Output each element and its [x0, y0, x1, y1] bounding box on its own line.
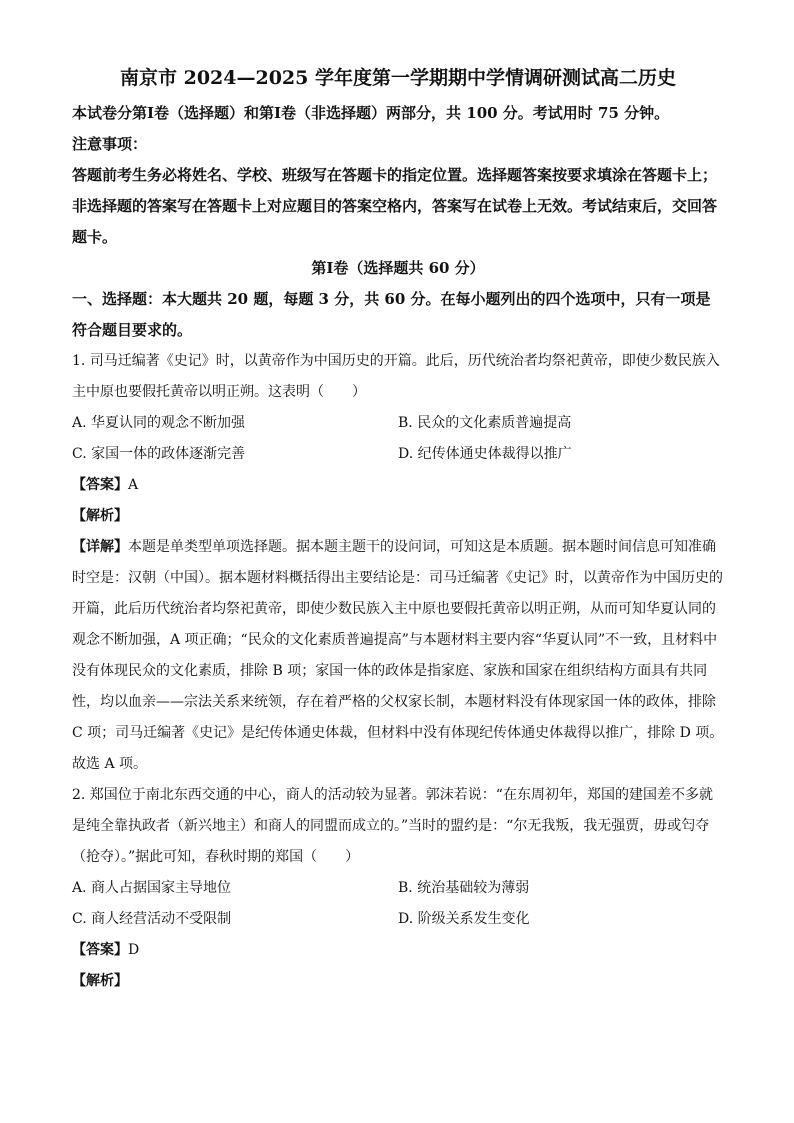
- answer-line: [72, 935, 724, 966]
- answer-line: [72, 470, 724, 501]
- analysis-label: 【解析】: [72, 973, 128, 989]
- notice-heading: 注意事项：: [72, 135, 148, 153]
- options-list: [72, 408, 724, 470]
- page-title: 南京市 2024—2025 学年度第一学期期中学情调研测试高二历史: [120, 67, 676, 89]
- analysis-label: 【解析】: [72, 508, 128, 524]
- question-1: [72, 346, 724, 780]
- notice-body: 答题前考生务必将姓名、学校、班级写在答题卡的指定位置。选择题答案按要求填涂在答题卡上；非选择题的答案写在答题卡上对应题目的答案空格内，答案写在试卷上无效。考试结束后，交回答题卡。: [72, 166, 718, 246]
- section-title: 第Ⅰ卷（选择题共 60 分）: [311, 259, 485, 277]
- detail-paragraph: [72, 532, 724, 749]
- question-2: [72, 780, 724, 997]
- option-b: B. 民众的文化素质普遍提高: [398, 415, 572, 431]
- answer-label: 【答案】: [72, 942, 128, 958]
- option-c: C. 商人经营活动不受限制: [72, 911, 232, 927]
- option-d: D. 阶级关系发生变化: [398, 911, 530, 927]
- question-stem: 2. 郑国位于南北东西交通的中心，商人的活动较为显著。郭沫若说：“在东周初年，郑国的建国差不多就是纯全靠执政者（新兴地主）和商人的同盟而成立的。”当时的盟约是：“尔无我叛，我无强贾，毋或匄夺（抢夺）。”据此可知，春秋时期的郑国（ ）: [72, 787, 713, 865]
- option-b: B. 统治基础较为薄弱: [398, 880, 530, 896]
- option-d: D. 纪传体通史体裁得以推广: [398, 446, 572, 462]
- detail-text: 本题是单类型单项选择题。据本题主题干的设问词，可知这是本质题。据本题时间信息可知准确时空是：汉朝（中国）。据本题材料概括得出主要结论是：司马迁编著《史记》时，以黄帝作为中国历史的开篇，此后历代统治者均祭祀黄帝，即使少数民族入主中原也要假托黄帝以明正朔，从而可知华夏认同的观念不断加强，A 项正确；“民众的文化素质普遍提高”与本题材料主要内容“华夏认同”不一致，且材料中没有体现民众的文化素质，排除 B 项；家国一体的政体是指家庭、家族和国家在组织结构方面具有共同性，均以血亲——宗法关系来统领，存在着严格的父权家长制，本题材料没有体现家国一体的政体，排除 C 项；司马迁编著《史记》是纪传体通史体裁，但材料中没有体现纪传体通史体裁得以推广，排除 D 项。: [72, 539, 724, 741]
- section-instructions: 一、选择题：本大题共 20 题，每题 3 分，共 60 分。在每小题列出的四个选项中，只有一项是符合题目要求的。: [72, 290, 711, 339]
- detail-label: 【详解】: [72, 539, 128, 555]
- exam-intro: 本试卷分第Ⅰ卷（选择题）和第Ⅰ卷（非选择题）两部分，共 100 分。考试用时 75 分钟。: [72, 104, 670, 122]
- option-a: A. 华夏认同的观念不断加强: [72, 415, 246, 431]
- option-a: A. 商人占据国家主导地位: [72, 880, 232, 896]
- answer-value: A: [128, 477, 139, 493]
- option-c: C. 家国一体的政体逐渐完善: [72, 446, 246, 462]
- answer-value: D: [128, 942, 140, 958]
- conclusion-text: 故选 A 项。: [72, 756, 148, 772]
- options-list: [72, 873, 724, 935]
- question-stem: 1. 司马迁编著《史记》时，以黄帝作为中国历史的开篇。此后，历代统治者均祭祀黄帝，即使少数民族入主中原也要假托黄帝以明正朔。这表明（ ）: [72, 353, 720, 400]
- answer-label: 【答案】: [72, 477, 128, 493]
